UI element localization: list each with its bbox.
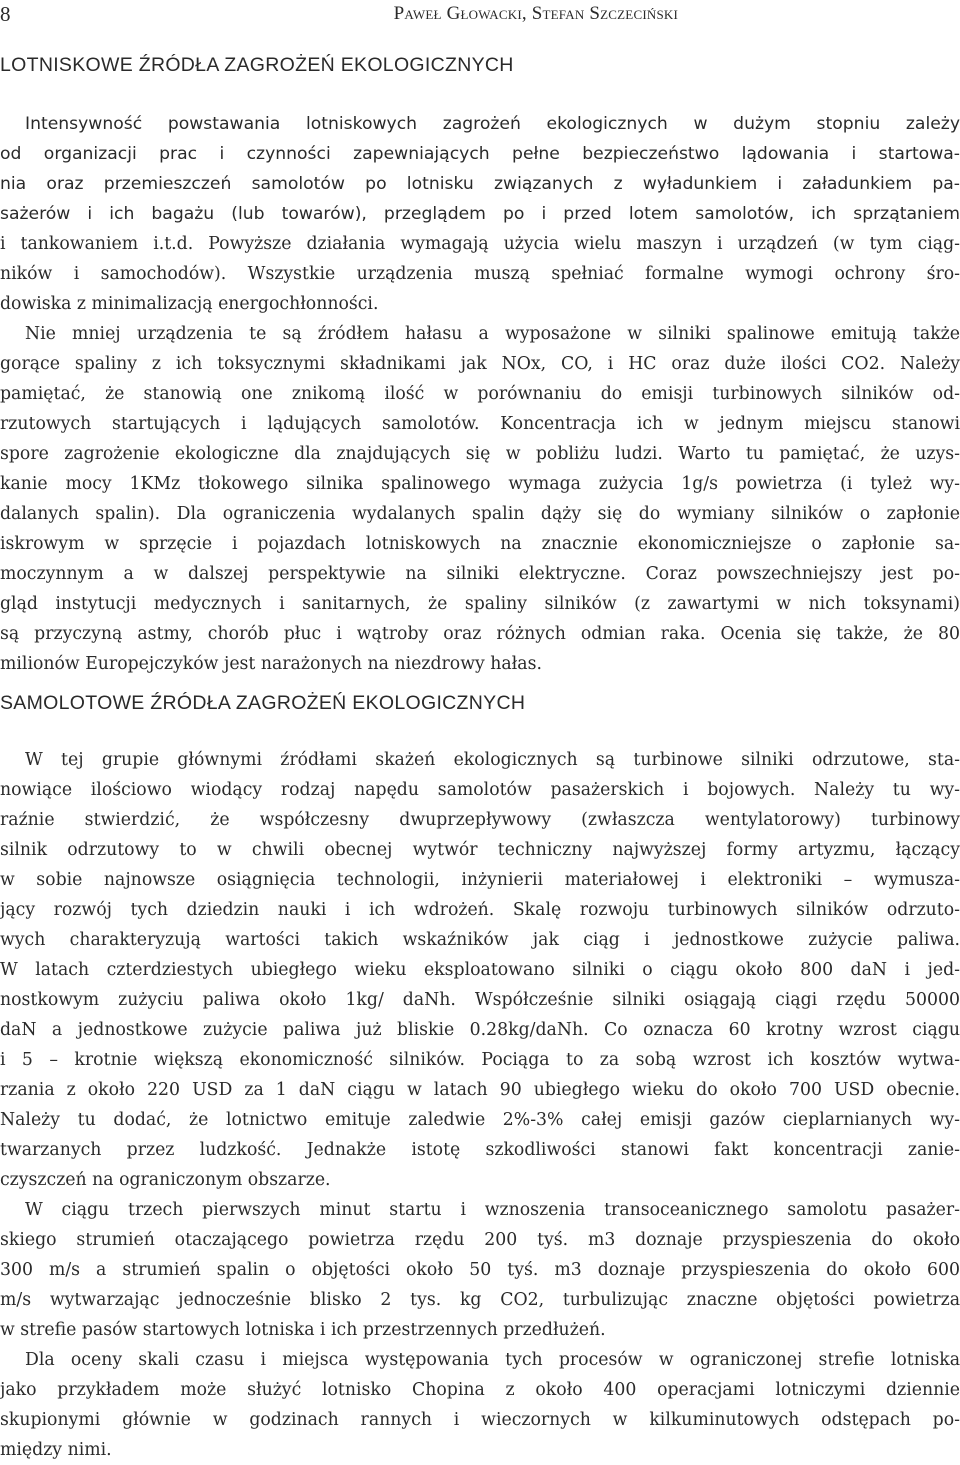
section-aircraft-body [0,745,960,1465]
text-line: daN a jednostkowe zużycie paliwa już bliskie 0.28kg/daNh. Co oznacza 60 krotny wzrost ciągu [0,1020,960,1040]
text-line: rzutowych startujących i lądujących samolotów. Koncentracja ich w jednym miejscu stanowi [0,414,960,434]
text-line: W tej grupie głównymi źródłami skażeń ekologicznych są turbinowe silniki odrzutowe, sta- [25,750,960,770]
section-airport-body [0,109,960,679]
text-line: 300 m/s a strumień spalin o objętości około 50 tyś. m3 doznaje przyspieszenia do około 600 [0,1260,960,1280]
text-line: kanie mocy 1KMz tłokowego silnika spalinowego wymaga zużycia 1g/s powietrza (i tyleż wy- [0,474,960,494]
text-line: skiego strumień otaczającego powietrza rzędu 200 tyś. m3 doznaje przyspieszenia do około [0,1230,960,1250]
text-line: w strefie pasów startowych lotniska i ich przestrzennych przedłużeń. [0,1320,606,1340]
text-line: nowiące ilościowo wiodący rodzaj napędu samolotów pasażerskich i bojowych. Należy tu wy- [0,780,960,800]
text-line: moczynnym a w dalszej perspektywie na silniki elektryczne. Coraz powszechniejszy jest po- [0,564,960,584]
text-line: gorące spaliny z ich toksycznymi składnikami jak NOx, CO, i HC oraz duże ilości CO2. Należy [0,354,960,374]
section-heading-aircraft: SAMOLOTOWE ŹRÓDŁA ZAGROŻEŃ EKOLOGICZNYCH [0,692,526,714]
text-line: ników i samochodów). Wszystkie urządzenia muszą spełniać formalne wymogi ochrony śro- [0,264,960,284]
text-line: W latach czterdziestych ubiegłego wieku eksploatowano silniki o ciągu około 800 daN i jed- [0,960,960,980]
text-line: i 5 – krotnie większą ekonomiczność silników. Pociąga to za sobą wzrost ich kosztów wytwa- [0,1050,960,1070]
text-line: między nimi. [0,1440,112,1460]
text-line: rzania z około 220 USD za 1 daN ciągu w latach 90 ubiegłego wieku do około 700 USD obecnie. [0,1080,960,1100]
text-line: Należy tu dodać, że lotnictwo emituje zaledwie 2%-3% całej emisji gazów cieplarnianych wy- [0,1110,960,1130]
text-line: nia oraz przemieszczeń samolotów po lotnisku związanych z wyładunkiem i załadunkiem pa- [0,174,960,194]
text-line: m/s wytwarzając jednocześnie blisko 2 tys. kg CO2, turbulizując znaczne objętości powietrza [0,1290,960,1310]
text-line: Nie mniej urządzenia te są źródłem hałasu a wyposażone w silniki spalinowe emitują także [25,324,960,344]
page-number: 8 [0,2,11,26]
text-line: raźnie stwierdzić, że współczesny dwuprzepływowy (zwłaszcza wentylatorowy) turbinowy [0,810,960,830]
text-line: i tankowaniem i.t.d. Powyższe działania wymagają użycia wielu maszyn i urządzeń (w tym ciąg- [0,234,960,254]
text-line: wych charakteryzują wartości takich wskaźników jak ciąg i jednostkowe zużycie paliwa. [0,930,960,950]
text-line: skupionymi głównie w godzinach rannych i wieczornych w kilkuminutowych odstępach po- [0,1410,960,1430]
text-line: od organizacji prac i czynności zapewniających pełne bezpieczeństwo lądowania i startowa- [0,144,960,164]
text-line: jący rozwój tych dziedzin nauki i ich wdrożeń. Skalę rozwoju turbinowych silników odrzuto- [0,900,960,920]
text-line: spore zagrożenie ekologiczne dla znajdujących się w pobliżu ludzi. Warto tu pamiętać, że uzys- [0,444,960,464]
text-line: jako przykładem może służyć lotnisko Chopina z około 400 operacjami lotniczymi dziennie [0,1380,960,1400]
text-line: sażerów i ich bagażu (lub towarów), przeglądem po i przed lotem samolotów, ich sprzątaniem [0,204,960,224]
text-line: w sobie najnowsze osiągnięcia technologii, inżynierii materiałowej i elektroniki – wymusza- [0,870,960,890]
text-line: milionów Europejczyków jest narażonych na niezdrowy hałas. [0,654,542,674]
text-line: pamiętać, że stanowią one znikomą ilość w porównaniu do emisji turbinowych silników od- [0,384,960,404]
text-line: dalanych spalin). Dla ograniczenia wydalanych spalin dąży się do wymiany silników o zapłonie [0,504,960,524]
section-heading-airport: LOTNISKOWE ŹRÓDŁA ZAGROŻEŃ EKOLOGICZNYCH [0,54,514,76]
text-line: gląd instytucji medycznych i sanitarnych, że spaliny silników (z zawartymi w nich toksynami) [0,594,960,614]
text-line: są przyczyną astmy, chorób płuc i wątroby oraz różnych odmian raka. Ocenia się także, że 80 [0,624,960,644]
text-line: silnik odrzutowy to w chwili obecnej wytwór techniczny najwyższej formy artyzmu, łączący [0,840,960,860]
text-line: twarzanych przez ludzkość. Jednakże istotę szkodliwości stanowi fakt koncentracji zanie- [0,1140,960,1160]
text-line: dowiska z minimalizacją energochłonności. [0,294,379,314]
text-line: iskrowym w sprzęcie i pojazdach lotniskowych na znacznie ekonomiczniejsze o zapłonie sa- [0,534,960,554]
running-head: Paweł Głowacki, Stefan Szczeciński [393,3,678,24]
text-line: W ciągu trzech pierwszych minut startu i wznoszenia transoceanicznego samolotu pasażer- [25,1200,960,1220]
text-line: nostkowym zużyciu paliwa około 1kg/ daNh. Współcześnie silniki osiągają ciągi rzędu 50000 [0,990,960,1010]
text-line: Intensywność powstawania lotniskowych zagrożeń ekologicznych w dużym stopniu zależy [25,114,960,134]
page-header [0,0,960,30]
text-line: czyszczeń na ograniczonym obszarze. [0,1170,331,1190]
text-line: Dla oceny skali czasu i miejsca występowania tych procesów w ograniczonej strefie lotniska [25,1350,960,1370]
